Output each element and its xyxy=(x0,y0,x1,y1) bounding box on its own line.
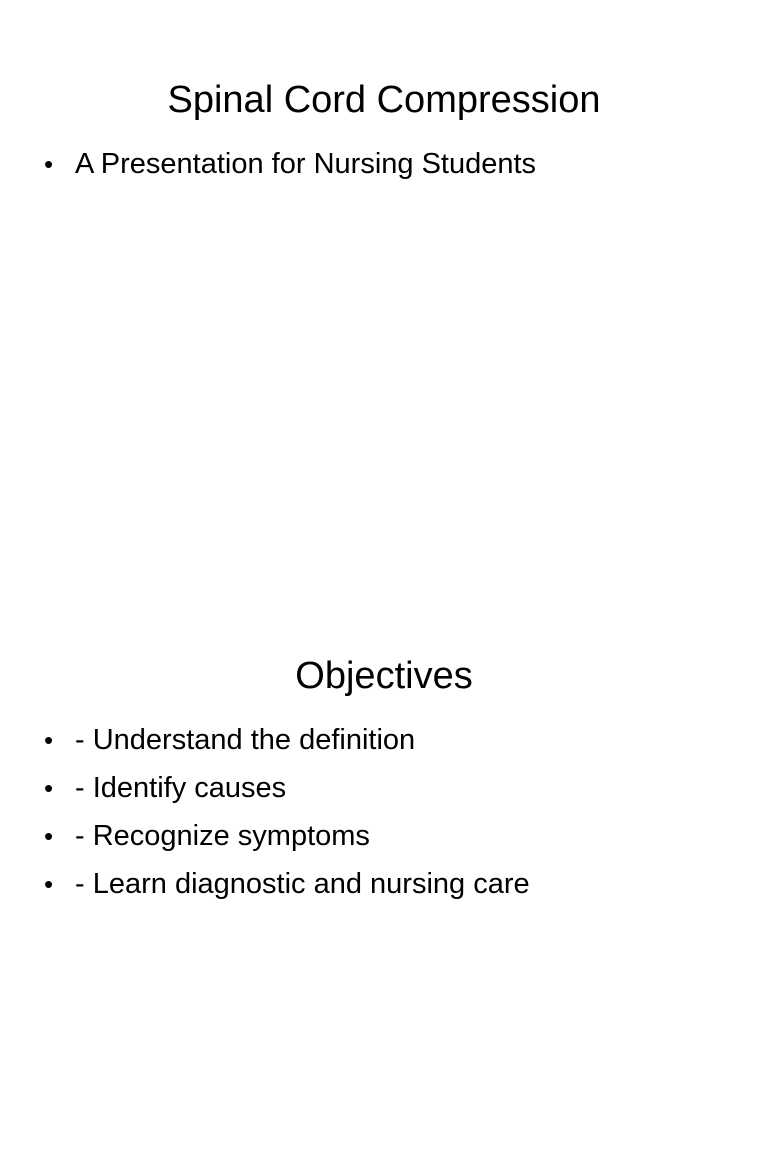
bullet-item xyxy=(44,764,530,812)
bullet-list xyxy=(44,140,536,188)
bullet-icon: • xyxy=(44,821,54,851)
bullet-item xyxy=(44,716,530,764)
bullet-icon: • xyxy=(44,149,54,179)
bullet-item xyxy=(44,812,530,860)
bullet-icon: • xyxy=(44,725,54,755)
bullet-text: A Presentation for Nursing Students xyxy=(75,148,537,180)
bullet-list xyxy=(44,716,530,908)
slide-title: Spinal Cord Compression xyxy=(167,79,601,122)
bullet-icon: • xyxy=(44,869,54,899)
bullet-icon: • xyxy=(44,773,54,803)
bullet-text: - Identify causes xyxy=(75,772,287,804)
bullet-text: - Learn diagnostic and nursing care xyxy=(75,868,530,900)
slide-title: Objectives xyxy=(295,655,473,698)
bullet-item xyxy=(44,140,536,188)
bullet-item xyxy=(44,860,530,908)
bullet-text: - Understand the definition xyxy=(75,724,416,756)
slide-objectives xyxy=(0,576,768,1152)
bullet-text: - Recognize symptoms xyxy=(75,820,370,852)
